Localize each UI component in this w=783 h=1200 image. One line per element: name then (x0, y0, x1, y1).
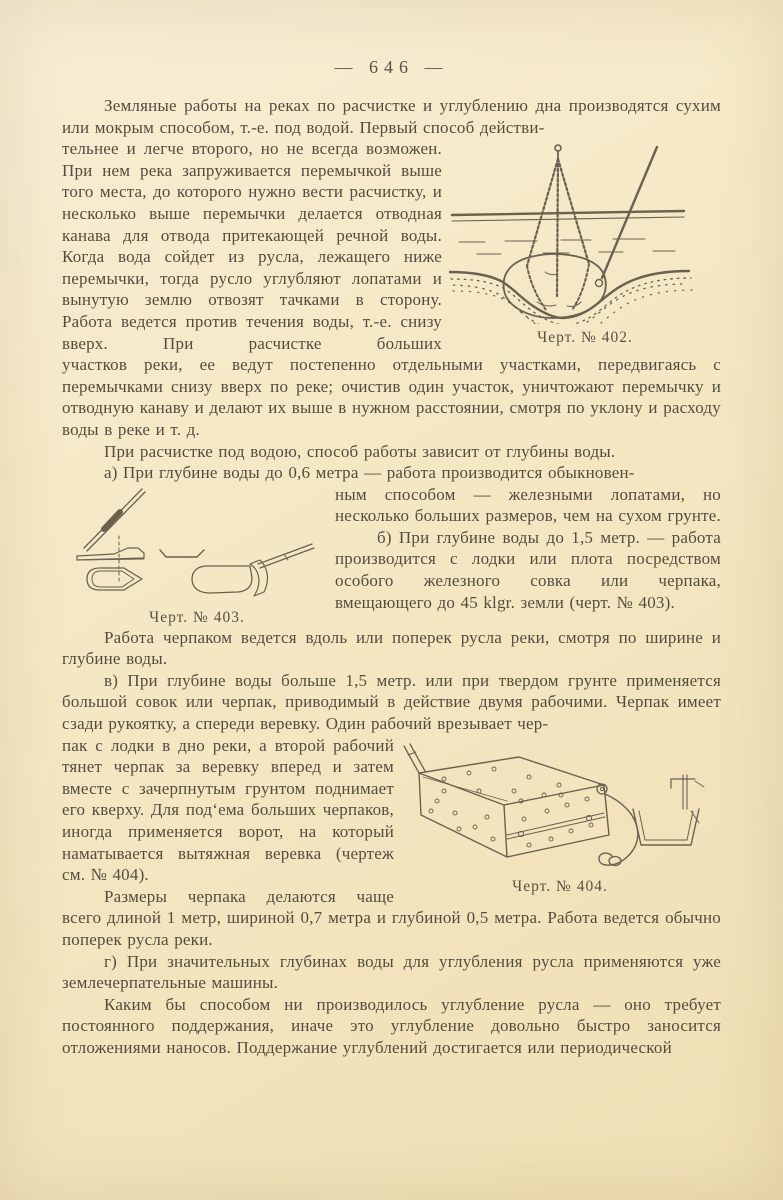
figure-402 (449, 138, 721, 347)
column-beside-figure-403 (335, 484, 721, 614)
paragraph-shovels: ным способом — железными лопатами, но несколько больших размеров, чем на сухом грунте. (335, 484, 721, 526)
paragraph-underwater: При расчистке под водою, способ работы зависит от глубины воды. (104, 441, 616, 461)
paragraph-two-workers: пак с лодки в дно реки, а второй рабочий тянет черпак за веревку вперед и затем вместе с зачерпнутым грунтом поднимает его кверху. Для под‘ема больших черпаков, иногда применяется ворот, на который наматывается вытяжная веревка (чертеж см. № 404). (62, 735, 394, 885)
paragraph-maintenance: Каким бы способом ни производилось углубление русла — оно требует постоянного поддержания, иначе это углубление довольно быстро заносится отложениями наносов. Поддержание углублений достигается или периодической (62, 994, 721, 1057)
figure-403 (62, 484, 332, 627)
figure-402-caption: Черт. № 402. (537, 329, 633, 347)
figure-404-caption: Черт. № 404. (512, 877, 608, 895)
paragraph-depth-v: в) При глубине воды больше 1,5 метр. или при твердом грунте применяется большой совок или черпак, приводимый в действие двумя рабочими. Черпак имеет сзади рукоятку, а спереди веревку. Один рабочий врезывает чер- (62, 670, 721, 734)
page-number: — 646 — (334, 57, 449, 77)
figure-403-caption: Черт. № 403. (149, 608, 245, 626)
row-figure-403 (62, 484, 721, 627)
row-figure-404 (62, 735, 721, 908)
boulder-chain-sling-drawing (449, 140, 715, 324)
paragraph-scoop-direction: Работа черпаком ведется вдоль или поперек русла реки, смотря по ширине и глубине воды. (62, 627, 721, 669)
figure-404 (399, 735, 721, 896)
paragraph-depth-a: а) При глубине воды до 0,6 метра — работа производится обыкновен- (104, 463, 635, 483)
perforated-dredge-scoop-drawing (399, 739, 721, 873)
paragraph-depth-g: г) При значительных глубинах воды для углубления русла применяются уже землечерпательные машины. (62, 951, 721, 993)
column-beside-figure-404 (62, 735, 394, 908)
paragraph-dry-method: тельнее и легче второго, но не всегда возможен. При нем река запруживается перемычкой выше того места, до которого нужно вести расчистку, и несколько выше перемычки делается отводная канава для отвода притекающей речной воды. Когда вода сойдет из русла, лежащего ниже перемычки, тогда русло углубляют лопатами и вынутую землю отвозят тачками в сторону. Работа ведется против течения воды, т.-е. снизу вверх. При расчистке больших (62, 139, 442, 353)
paragraph-depth-b: б) При глубине воды до 1,5 метр. — работа производится с лодки или плота посредством особого железного совка или черпака, вмещающего до 45 klgr. земли (черт. № 403). (335, 527, 721, 612)
paragraph-intro: Земляные работы на реках по расчистке и углублению дна производятся сухим или мокрым способом, т.-е. под водой. Первый способ действи- (62, 96, 721, 137)
paragraph-scoop-sizes-start: Размеры черпака делаются чаще (104, 886, 394, 906)
row-figure-402 (62, 138, 721, 354)
paragraph-sections: участков реки, ее ведут постепенно отдельными участками, передвигаясь с перемычками снизу вверх по реке; очистив один участок, уничтожают перемычку и отводную канаву и делают их выше в нужном расстоянии, смотря по уклону и расходу воды в реке и т. д. (62, 355, 721, 439)
scoop-drawing (62, 486, 332, 604)
paragraph-scoop-sizes-cont: всего длиной 1 метр, шириной 0,7 метра и глубиной 0,5 метра. Работа ведется обычно поперек русла реки. (62, 908, 721, 949)
